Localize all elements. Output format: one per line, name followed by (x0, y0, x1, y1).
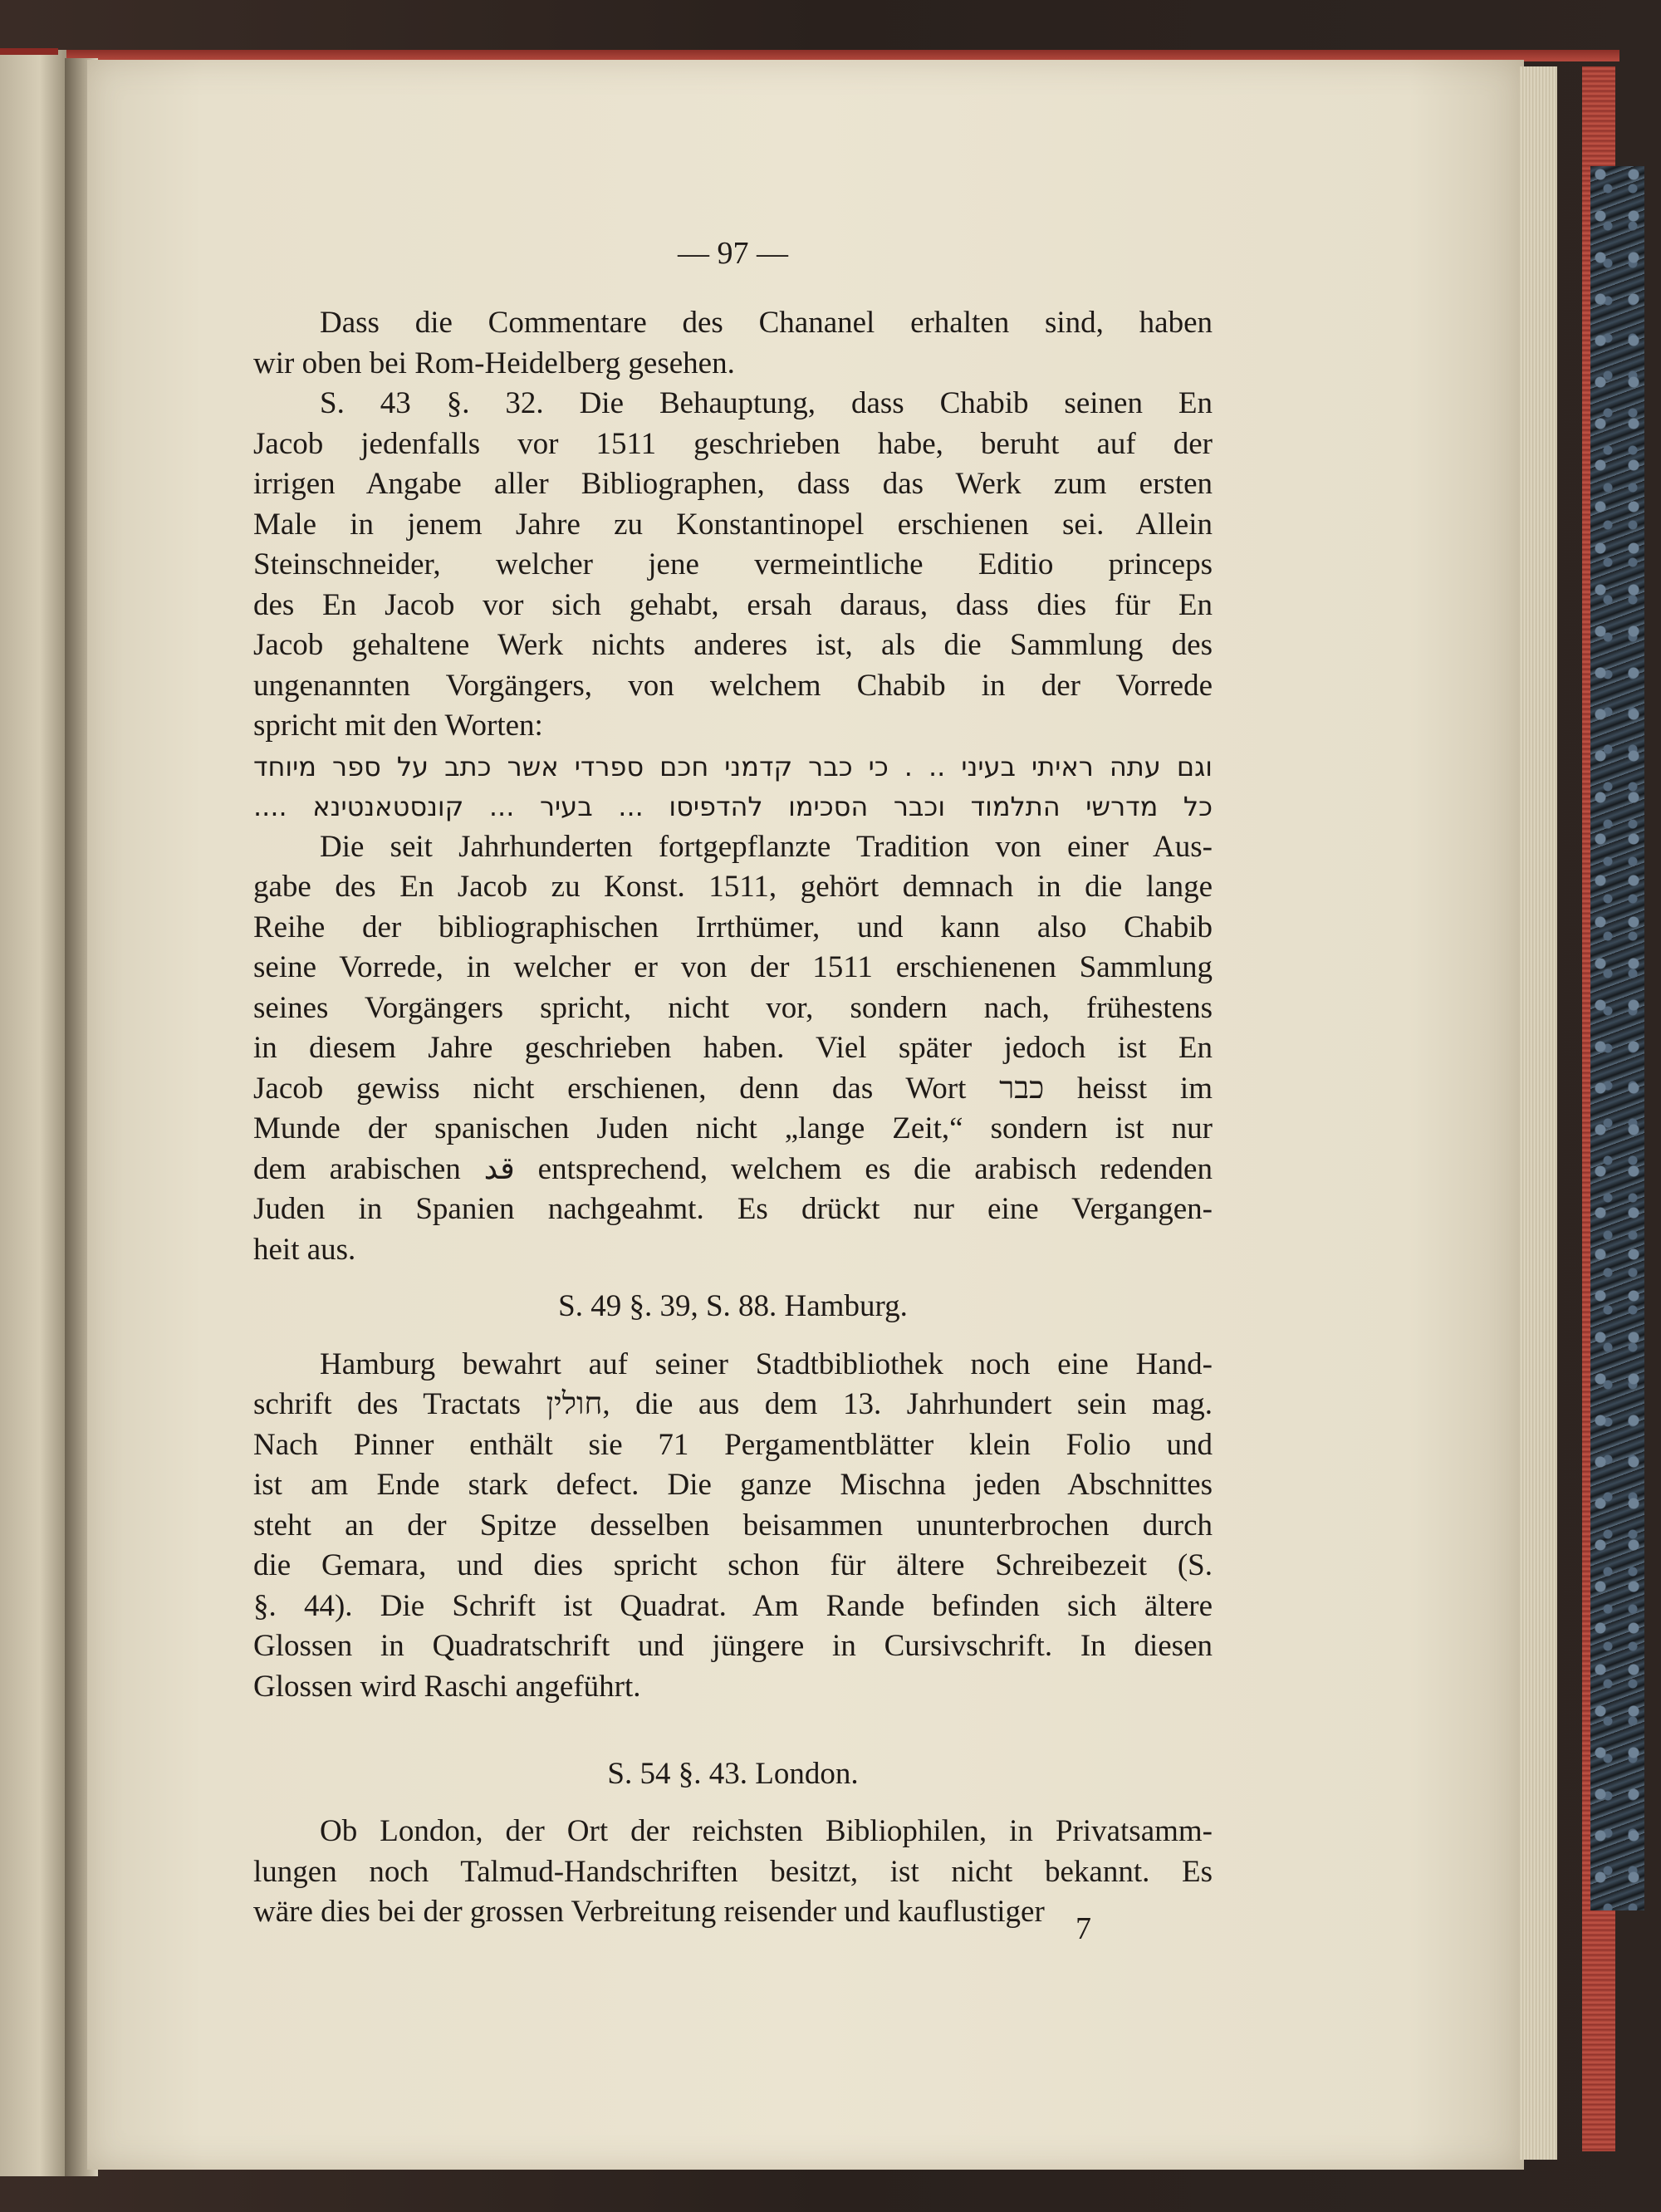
hebrew-quote-line: וגם עתה ראיתי בעיני .. . כי כבר קדמני חכם ספרדי אשר כתב על ספר מיוחד (253, 750, 1213, 782)
body-text-line: schrift des Tractats חולין, die aus dem 13. Jahrhundert sein mag. (253, 1387, 1213, 1422)
body-text-line: des En Jacob vor sich gehabt, ersah daraus, dass dies für En (253, 587, 1213, 622)
signature-mark: 7 (1075, 1911, 1091, 1946)
section-heading: S. 49 §. 39, S. 88. Hamburg. (558, 1288, 908, 1323)
body-text-line: heit aus. (253, 1232, 356, 1267)
body-text-line: Steinschneider, welcher jene vermeintliche Editio princeps (253, 547, 1213, 581)
body-text-line: in diesem Jahre geschrieben haben. Viel später jedoch ist En (253, 1031, 1213, 1065)
body-text-line: Munde der spanischen Juden nicht „lange Zeit,“ sondern ist nur (253, 1111, 1213, 1145)
page-header: — 97 — (678, 236, 788, 271)
body-text-line: Juden in Spanien nachgeahmt. Es drückt nur eine Vergangen- (253, 1192, 1213, 1226)
body-text-line: Ob London, der Ort der reichsten Bibliophilen, in Privatsamm- (320, 1814, 1213, 1849)
body-text-line: Jacob gewiss nicht erschienen, denn das Wort כבר heisst im (253, 1071, 1213, 1106)
body-text-line: Die seit Jahrhunderten fortgepflanzte Tradition von einer Aus- (320, 829, 1213, 864)
body-text-line: wäre dies bei der grossen Verbreitung reisender und kauflustiger (253, 1895, 1045, 1930)
body-text-line: seines Vorgängers spricht, nicht vor, sondern nach, frühestens (253, 990, 1213, 1025)
body-text-line: gabe des En Jacob zu Konst. 1511, gehört demnach in die lange (253, 870, 1213, 904)
body-text-line: ungenannten Vorgängers, von welchem Chabib in der Vorrede (253, 668, 1213, 703)
body-text-line: ist am Ende stark defect. Die ganze Mischna jeden Abschnittes (253, 1468, 1213, 1503)
body-text-line: Dass die Commentare des Chananel erhalten sind, haben (320, 306, 1213, 340)
body-text-line: Hamburg bewahrt auf seiner Stadtbibliothek noch eine Hand- (320, 1346, 1213, 1381)
body-text-line: Nach Pinner enthält sie 71 Pergamentblätter klein Folio und (253, 1427, 1213, 1462)
body-text-line: Reihe der bibliographischen Irrthümer, und kann also Chabib (253, 910, 1213, 944)
body-text-line: dem arabischen قد entsprechend, welchem es die arabisch redenden (253, 1151, 1213, 1186)
body-text-line: lungen noch Talmud-Handschriften besitzt, ist nicht bekannt. Es (253, 1854, 1213, 1889)
body-text-line: wir oben bei Rom-Heidelberg gesehen. (253, 346, 735, 380)
body-text-line: steht an der Spitze desselben beisammen ununterbrochen durch (253, 1508, 1213, 1543)
section-heading: S. 54 §. 43. London. (607, 1756, 859, 1791)
body-text-line: S. 43 §. 32. Die Behauptung, dass Chabib seinen En (320, 386, 1213, 420)
hebrew-quote-line: כל מדרשי התלמוד וכבר הסכימו להדפיסו ... בעיר ... קונסטאנטינא .... (253, 791, 1213, 822)
body-text-line: Male in jenem Jahre zu Konstantinopel erschienen sei. Allein (253, 507, 1213, 542)
body-text-line: irrigen Angabe aller Bibliographen, dass das Werk zum ersten (253, 467, 1213, 501)
body-text-line: Jacob gehaltene Werk nichts anderes ist, als die Sammlung des (253, 628, 1213, 662)
body-text-line: Glossen wird Raschi angeführt. (253, 1669, 641, 1704)
body-text-line: Glossen in Quadratschrift und jüngere in Cursivschrift. In diesen (253, 1629, 1213, 1664)
body-text-line: die Gemara, und dies spricht schon für ältere Schreibezeit (S. (253, 1548, 1213, 1583)
body-text-line: Jacob jedenfalls vor 1511 geschrieben habe, beruht auf der (253, 426, 1213, 461)
body-text-line: seine Vorrede, in welcher er von der 1511 erschienenen Sammlung (253, 950, 1213, 984)
body-text-line: spricht mit den Worten: (253, 709, 543, 743)
body-text-line: §. 44). Die Schrift ist Quadrat. Am Rande befinden sich ältere (253, 1588, 1213, 1623)
